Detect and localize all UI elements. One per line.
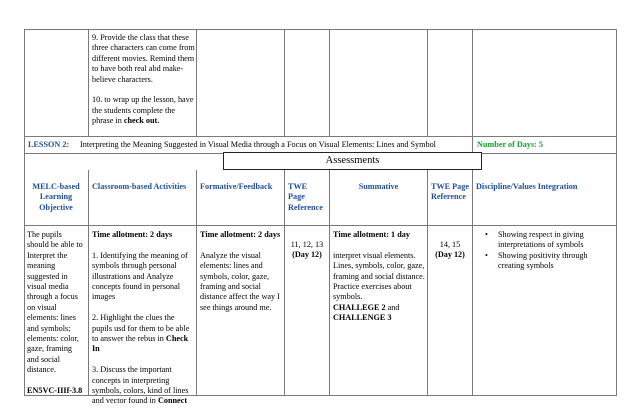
summative-time-allotment: Time allotment: 1 day [333, 230, 410, 239]
col-divider [427, 170, 428, 396]
col-divider [616, 153, 617, 396]
header-discipline: Discipline/Values Integration [476, 182, 578, 191]
col-divider [329, 29, 330, 136]
values-list [482, 230, 614, 272]
summative-text: interpret visual elements. Lines, symbols, color, gaze, framing and social distance. Practice exercises about symbols. [333, 250, 425, 302]
values-item: • Showing positivity through creating symbols [482, 251, 614, 272]
classroom-step-2-text: 2. Highlight the clues the pupils usd for them to be able to answer the rebus in [92, 313, 190, 344]
col-divider [616, 29, 617, 136]
lesson-label: LESSON 2: [28, 140, 70, 149]
col-divider [284, 29, 285, 136]
summative-cell [333, 230, 426, 324]
twe-1-cell [285, 240, 329, 261]
assessments-heading-box [223, 152, 482, 170]
formative-cell [200, 230, 282, 313]
col-divider [472, 29, 473, 136]
col-divider [196, 29, 197, 136]
col-divider [24, 153, 25, 396]
header-twe-2: TWE Page Reference [431, 182, 469, 202]
melc-objective: The pupils should be able to Interpret the meaning suggested in visual media through a focus on visual elements: lines and symbols; elements: color, gaze, framing and social distance. [27, 230, 83, 375]
check-out-label: check out. [123, 116, 160, 126]
col-divider [88, 170, 89, 396]
connect-label: Connect [157, 396, 188, 406]
values-item: • Showing respect in giving interpretations of symbols [482, 230, 614, 251]
formative-text: Analyze the visual elements: lines and symbols, color, gaze, framing and social distance affect the way I see things around me. [200, 250, 280, 312]
lesson-title: Interpreting the Meaning Suggested in Visual Media through a Focus on Visual Elements: Lines and Symbol [80, 140, 436, 149]
challenge-2-label: CHALLEGE 2 [333, 302, 386, 312]
col-divider [329, 170, 330, 396]
twe-1-pages: 11, 12, 13 [290, 240, 324, 249]
twe-1-day: (Day 12) [292, 250, 322, 260]
summative-challenges [333, 303, 426, 313]
melc-code: EN5VC-IIIf-3.8 [27, 386, 83, 396]
classroom-step-3-text: 3. Discuss the important concepts in interpreting symbols, colors, kind of lines and vector found in [92, 365, 189, 406]
col-divider [88, 29, 89, 136]
classroom-step-2 [92, 313, 194, 355]
classroom-cell [92, 230, 194, 407]
col-divider [427, 29, 428, 136]
twe-2-pages: 14, 15 [439, 240, 461, 249]
header-summative: Summative [358, 182, 399, 191]
challenge-3-label: CHALLENGE 3 [333, 313, 392, 323]
twe-2-day: (Day 12) [435, 250, 465, 260]
table-row-divider [24, 136, 617, 137]
step-10 [92, 95, 196, 126]
header-classroom: Classroom-based Activities [92, 182, 187, 191]
table-row-divider [24, 225, 617, 226]
header-formative: Formative/Feedback [200, 182, 273, 191]
header-twe-1: TWE Page Reference [288, 182, 323, 212]
previous-lesson-steps [92, 33, 196, 127]
col-divider [284, 170, 285, 396]
formative-time-allotment: Time allotment: 2 days [200, 230, 281, 239]
header-melc: MELC-based Learning Objective [32, 182, 80, 212]
col-divider [472, 136, 473, 153]
check-in-label: Check In [92, 334, 189, 354]
challenge-and: and [387, 302, 400, 312]
col-divider [616, 136, 617, 153]
col-divider [24, 29, 25, 136]
step-9: 9. Provide the class that these three characters can come from different movies. Remind them to have both real abd make-believe characters. [92, 33, 195, 84]
table-border-top [24, 29, 617, 30]
melc-cell [27, 230, 85, 396]
twe-2-cell [428, 240, 472, 261]
col-divider [196, 170, 197, 396]
values-cell [482, 230, 614, 272]
col-divider [24, 136, 25, 153]
number-of-days: Number of Days: 5 [477, 140, 544, 149]
classroom-step-3 [92, 365, 194, 407]
step-10-text: 10. to wrap up the lesson, have the students complete the phrase in [92, 95, 194, 126]
classroom-step-1: 1. Identifying the meaning of symbols through personal illustrations and Analyze concepts found in personal images [92, 250, 188, 302]
col-divider [472, 170, 473, 396]
assessments-heading: Assessments [325, 155, 380, 166]
classroom-time-allotment: Time allotment: 2 days [92, 230, 173, 239]
